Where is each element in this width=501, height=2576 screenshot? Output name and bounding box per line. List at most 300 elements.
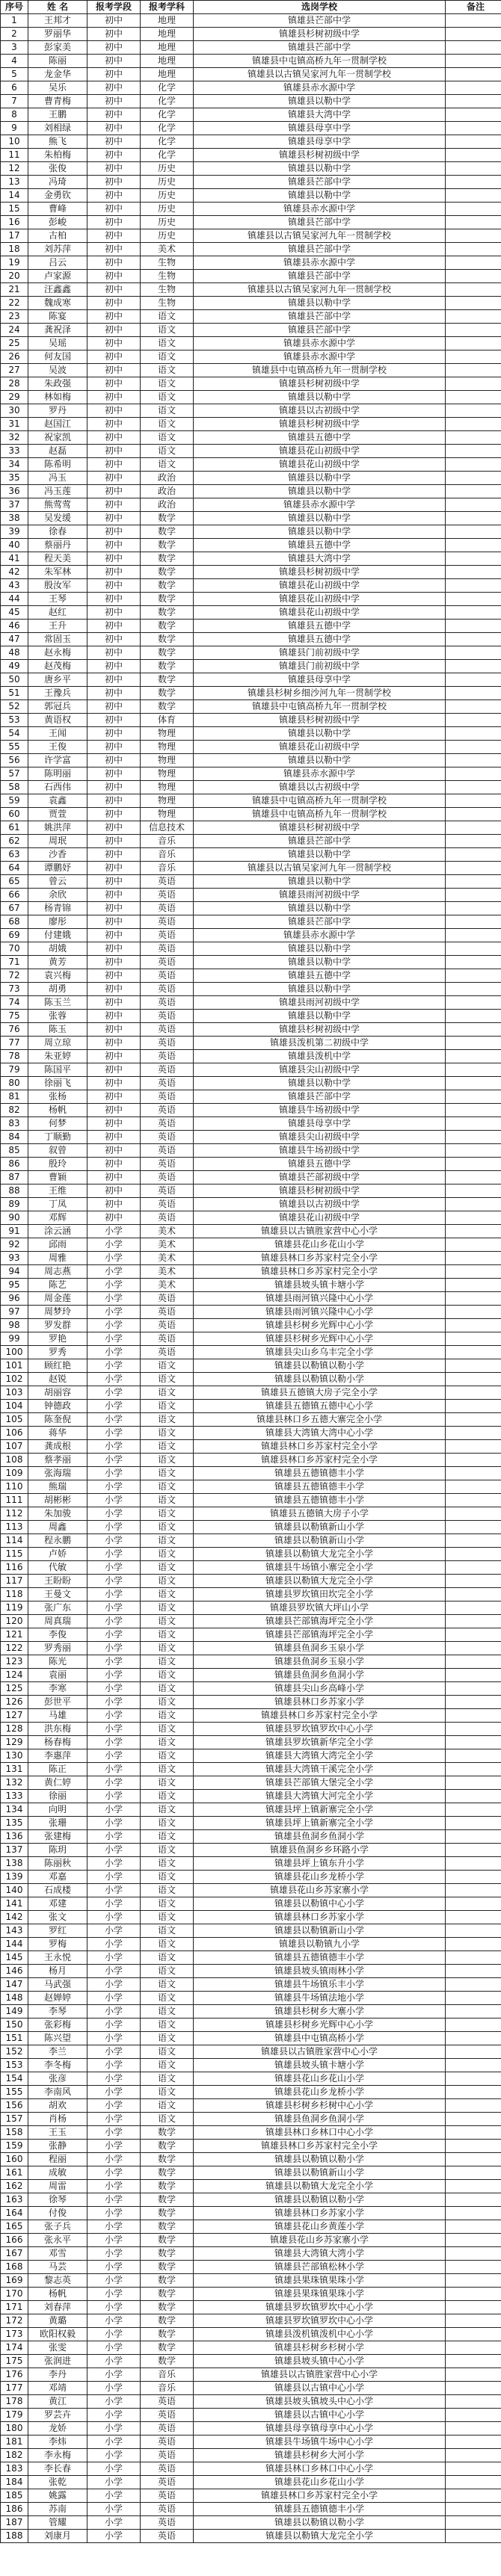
cell-subject: 数学 <box>141 2341 194 2355</box>
cell-note <box>446 2368 501 2382</box>
cell-school: 镇雄县果珠镇果珠小学 <box>194 2274 446 2288</box>
cell-subject: 政治 <box>141 485 194 498</box>
table-row <box>1 2126 501 2140</box>
cell-stage: 初中 <box>87 229 141 243</box>
cell-no: 164 <box>1 2207 28 2220</box>
cell-school: 镇雄县雨河初级中学 <box>194 996 446 1010</box>
table-row <box>1 1655 501 1669</box>
cell-subject: 音乐 <box>141 2382 194 2395</box>
cell-note <box>446 364 501 377</box>
cell-stage: 初中 <box>87 593 141 606</box>
cell-subject: 音乐 <box>141 835 194 848</box>
cell-stage: 小学 <box>87 1279 141 1292</box>
cell-note <box>446 660 501 673</box>
cell-subject: 语文 <box>141 1723 194 1736</box>
cell-school: 镇雄县芒部中学 <box>194 176 446 189</box>
cell-school: 镇雄县五德中学 <box>194 1158 446 1171</box>
cell-note <box>446 1090 501 1104</box>
cell-subject: 语文 <box>141 1480 194 1494</box>
cell-name: 罗梅 <box>28 1938 87 1951</box>
cell-name: 朱政强 <box>28 377 87 391</box>
cell-note <box>446 2059 501 2072</box>
cell-subject: 语文 <box>141 1803 194 1817</box>
cell-subject: 英语 <box>141 1010 194 1023</box>
cell-school: 镇雄县罗坎镇新华完全小学 <box>194 1736 446 1749</box>
cell-school: 镇雄县坪上镇新寨完全小学 <box>194 1803 446 1817</box>
cell-name: 彭峻 <box>28 216 87 229</box>
cell-name: 龚成根 <box>28 1440 87 1454</box>
table-row <box>1 485 501 498</box>
cell-note <box>446 243 501 256</box>
cell-no: 159 <box>1 2140 28 2153</box>
cell-school: 镇雄县赤水源中学 <box>194 81 446 95</box>
cell-stage: 小学 <box>87 1736 141 1749</box>
cell-subject: 语文 <box>141 1709 194 1723</box>
cell-no: 129 <box>1 1736 28 1749</box>
cell-school: 镇雄县坪上镇新寨完全小学 <box>194 1817 446 1830</box>
cell-school: 镇雄县牛场镇法地小学 <box>194 1992 446 2005</box>
cell-stage: 小学 <box>87 1884 141 1897</box>
table-row <box>1 848 501 862</box>
cell-school: 镇雄县以古初级中学 <box>194 404 446 418</box>
cell-note <box>446 741 501 754</box>
cell-school: 镇雄县芒部中学 <box>194 14 446 28</box>
cell-school: 镇雄县大湾中学 <box>194 552 446 566</box>
cell-name: 代敏 <box>28 1561 87 1575</box>
table-row <box>1 1534 501 1548</box>
cell-school: 镇雄县以勒中学 <box>194 754 446 767</box>
cell-name: 胡彬彬 <box>28 1494 87 1507</box>
cell-stage: 初中 <box>87 283 141 297</box>
cell-name: 陈国平 <box>28 1063 87 1077</box>
cell-name: 廖彤 <box>28 915 87 929</box>
cell-no: 28 <box>1 377 28 391</box>
cell-stage: 初中 <box>87 472 141 485</box>
cell-note <box>446 1507 501 1521</box>
cell-stage: 初中 <box>87 606 141 620</box>
cell-stage: 小学 <box>87 1965 141 1978</box>
cell-subject: 数学 <box>141 646 194 660</box>
cell-school: 镇雄县杉树初级中学 <box>194 1184 446 1198</box>
cell-school: 镇雄县以勒中学 <box>194 1010 446 1023</box>
header-row <box>1 1 501 14</box>
cell-no: 174 <box>1 2341 28 2355</box>
cell-no: 89 <box>1 1198 28 1211</box>
cell-note <box>446 404 501 418</box>
cell-note <box>446 2382 501 2395</box>
cell-name: 曾云 <box>28 875 87 889</box>
cell-subject: 英语 <box>141 1184 194 1198</box>
cell-school: 镇雄县芒部中学 <box>194 310 446 324</box>
cell-school: 镇雄县鱼洞乡鱼洞小学 <box>194 2113 446 2126</box>
table-row <box>1 1723 501 1736</box>
cell-subject: 语文 <box>141 1413 194 1427</box>
cell-no: 170 <box>1 2288 28 2301</box>
cell-stage: 初中 <box>87 633 141 646</box>
cell-name: 陈玉 <box>28 1023 87 1037</box>
cell-school: 镇雄县以勒镇九小学 <box>194 1938 446 1951</box>
cell-stage: 小学 <box>87 2234 141 2247</box>
cell-no: 92 <box>1 1238 28 1252</box>
cell-no: 105 <box>1 1413 28 1427</box>
table-row <box>1 969 501 983</box>
cell-stage: 小学 <box>87 1588 141 1601</box>
cell-school: 镇雄县以勒镇以勒小学 <box>194 2153 446 2166</box>
cell-note <box>446 956 501 969</box>
cell-subject: 历史 <box>141 189 194 203</box>
cell-note <box>446 1144 501 1158</box>
cell-subject: 语文 <box>141 2045 194 2059</box>
cell-stage: 初中 <box>87 1090 141 1104</box>
cell-school: 镇雄县花山初级中学 <box>194 593 446 606</box>
cell-stage: 初中 <box>87 256 141 270</box>
table-row <box>1 794 501 808</box>
cell-name: 罗秀 <box>28 1346 87 1359</box>
cell-stage: 小学 <box>87 1696 141 1709</box>
cell-name: 李俊 <box>28 1628 87 1642</box>
cell-school: 镇雄县林口乡苏家村完全小学 <box>194 1709 446 1723</box>
cell-note <box>446 2193 501 2207</box>
cell-note <box>446 28 501 41</box>
cell-no: 81 <box>1 1090 28 1104</box>
cell-note <box>446 256 501 270</box>
cell-stage: 小学 <box>87 1803 141 1817</box>
cell-stage: 小学 <box>87 2180 141 2193</box>
cell-stage: 初中 <box>87 620 141 633</box>
cell-name: 祝家凯 <box>28 431 87 445</box>
cell-stage: 初中 <box>87 942 141 956</box>
cell-stage: 初中 <box>87 875 141 889</box>
cell-no: 135 <box>1 1817 28 1830</box>
cell-school: 镇雄县中屯镇高桥九年一贯制学校 <box>194 794 446 808</box>
cell-stage: 小学 <box>87 1332 141 1346</box>
cell-school: 镇雄县杉树初级中学 <box>194 1023 446 1037</box>
cell-no: 75 <box>1 1010 28 1023</box>
table-row <box>1 350 501 364</box>
table-row <box>1 189 501 203</box>
cell-note <box>446 203 501 216</box>
cell-name: 余欣 <box>28 889 87 902</box>
cell-note <box>446 1184 501 1198</box>
cell-subject: 政治 <box>141 498 194 512</box>
table-row <box>1 2166 501 2180</box>
cell-subject: 语文 <box>141 2072 194 2086</box>
cell-note <box>446 377 501 391</box>
cell-no: 55 <box>1 741 28 754</box>
table-row <box>1 1184 501 1198</box>
cell-stage: 小学 <box>87 1830 141 1844</box>
cell-subject: 英语 <box>141 1144 194 1158</box>
cell-note <box>446 310 501 324</box>
cell-school: 镇雄县芒部中学 <box>194 243 446 256</box>
cell-name: 马武强 <box>28 1978 87 1992</box>
cell-no: 22 <box>1 297 28 310</box>
table-row <box>1 1198 501 1211</box>
table-row <box>1 2234 501 2247</box>
cell-no: 103 <box>1 1386 28 1400</box>
cell-no: 29 <box>1 391 28 404</box>
cell-no: 71 <box>1 956 28 969</box>
cell-note <box>446 2019 501 2032</box>
cell-stage: 小学 <box>87 2045 141 2059</box>
cell-stage: 小学 <box>87 1938 141 1951</box>
cell-stage: 初中 <box>87 216 141 229</box>
cell-note <box>446 2126 501 2140</box>
cell-school: 镇雄县杉树乡大河小学 <box>194 2449 446 2462</box>
cell-name: 唐乡平 <box>28 673 87 687</box>
cell-subject: 语文 <box>141 2005 194 2019</box>
table-row <box>1 593 501 606</box>
cell-note <box>446 1104 501 1117</box>
cell-stage: 初中 <box>87 1037 141 1050</box>
cell-stage: 初中 <box>87 310 141 324</box>
cell-note <box>446 1696 501 1709</box>
cell-school: 镇雄县尖山乡高峰小学 <box>194 1682 446 1696</box>
cell-subject: 数学 <box>141 2207 194 2220</box>
cell-no: 66 <box>1 889 28 902</box>
cell-school: 镇雄县赤水源中学 <box>194 498 446 512</box>
table-row <box>1 1521 501 1534</box>
cell-stage: 初中 <box>87 673 141 687</box>
cell-note <box>446 2180 501 2193</box>
cell-name: 汪鑫鑫 <box>28 283 87 297</box>
cell-name: 黄江 <box>28 2395 87 2409</box>
cell-subject: 地理 <box>141 68 194 81</box>
cell-school: 镇雄县母享中学 <box>194 135 446 149</box>
cell-name: 蔡孝丽 <box>28 1454 87 1467</box>
cell-subject: 语文 <box>141 2113 194 2126</box>
cell-school: 镇雄县五德中学 <box>194 431 446 445</box>
table-row <box>1 28 501 41</box>
cell-stage: 小学 <box>87 1225 141 1238</box>
cell-name: 李寒 <box>28 1682 87 1696</box>
cell-subject: 语文 <box>141 1494 194 1507</box>
cell-no: 133 <box>1 1790 28 1803</box>
cell-school: 镇雄县以古镇吴家河九年一贯制学校 <box>194 68 446 81</box>
cell-name: 王鹏 <box>28 108 87 122</box>
cell-stage: 小学 <box>87 2314 141 2328</box>
cell-note <box>446 2530 501 2543</box>
cell-note <box>446 270 501 283</box>
cell-school: 镇雄县以勒镇大龙完全小学 <box>194 1548 446 1561</box>
table-row <box>1 1965 501 1978</box>
cell-note <box>446 2234 501 2247</box>
cell-name: 罗发群 <box>28 1319 87 1332</box>
cell-school: 镇雄县花山乡花山小学 <box>194 2476 446 2489</box>
cell-name: 胡欢 <box>28 2099 87 2113</box>
cell-school: 镇雄县中屯镇高桥九年一贯制学校 <box>194 808 446 821</box>
cell-subject: 语文 <box>141 1534 194 1548</box>
cell-name: 王俊 <box>28 741 87 754</box>
cell-stage: 小学 <box>87 2126 141 2140</box>
cell-subject: 英语 <box>141 2422 194 2436</box>
cell-stage: 小学 <box>87 2247 141 2261</box>
table-row <box>1 1830 501 1844</box>
cell-name: 王永悦 <box>28 1951 87 1965</box>
cell-no: 151 <box>1 2032 28 2045</box>
cell-note <box>446 1158 501 1171</box>
cell-note <box>446 2005 501 2019</box>
cell-school: 镇雄县芒部中学 <box>194 324 446 337</box>
cell-note <box>446 969 501 983</box>
cell-stage: 初中 <box>87 445 141 458</box>
cell-name: 李琴 <box>28 2005 87 2019</box>
table-row <box>1 149 501 162</box>
cell-name: 张彩梅 <box>28 2019 87 2032</box>
cell-stage: 小学 <box>87 1238 141 1252</box>
cell-school: 镇雄县以勒镇新山小学 <box>194 1534 446 1548</box>
cell-note <box>446 1252 501 1265</box>
cell-no: 177 <box>1 2382 28 2395</box>
cell-no: 60 <box>1 808 28 821</box>
cell-subject: 历史 <box>141 162 194 176</box>
cell-name: 张杨 <box>28 1090 87 1104</box>
cell-note <box>446 1884 501 1897</box>
cell-subject: 化学 <box>141 108 194 122</box>
cell-stage: 小学 <box>87 1642 141 1655</box>
table-row <box>1 996 501 1010</box>
cell-note <box>446 472 501 485</box>
cell-school: 镇雄县花山乡龙桥小学 <box>194 2086 446 2099</box>
table-row <box>1 687 501 700</box>
cell-stage: 初中 <box>87 431 141 445</box>
cell-subject: 化学 <box>141 122 194 135</box>
cell-name: 林如梅 <box>28 391 87 404</box>
cell-subject: 英语 <box>141 969 194 983</box>
cell-note <box>446 149 501 162</box>
cell-note <box>446 1279 501 1292</box>
table-row <box>1 1588 501 1601</box>
table-row <box>1 1454 501 1467</box>
cell-name: 刘康月 <box>28 2530 87 2543</box>
cell-stage: 初中 <box>87 149 141 162</box>
cell-subject: 物理 <box>141 754 194 767</box>
cell-stage: 小学 <box>87 2099 141 2113</box>
table-row <box>1 431 501 445</box>
cell-name: 胡娥 <box>28 942 87 956</box>
cell-stage: 小学 <box>87 1911 141 1924</box>
cell-no: 131 <box>1 1763 28 1776</box>
cell-school: 镇雄县杉树乡大寨小学 <box>194 2005 446 2019</box>
cell-note <box>446 1427 501 1440</box>
cell-stage: 初中 <box>87 781 141 794</box>
table-row <box>1 2476 501 2489</box>
cell-name: 黄语权 <box>28 714 87 727</box>
cell-subject: 语文 <box>141 1386 194 1400</box>
cell-school: 镇雄县以勒镇以勒小学 <box>194 2193 446 2207</box>
cell-note <box>446 1332 501 1346</box>
cell-subject: 音乐 <box>141 2368 194 2382</box>
cell-stage: 小学 <box>87 2341 141 2355</box>
cell-stage: 初中 <box>87 929 141 942</box>
table-row <box>1 1440 501 1454</box>
cell-name: 袁兴梅 <box>28 969 87 983</box>
cell-subject: 地理 <box>141 28 194 41</box>
cell-stage: 小学 <box>87 2140 141 2153</box>
cell-note <box>446 1736 501 1749</box>
cell-subject: 语文 <box>141 1507 194 1521</box>
cell-no: 95 <box>1 1279 28 1292</box>
cell-school: 镇雄县赤水源中学 <box>194 929 446 942</box>
table-row <box>1 1467 501 1480</box>
cell-school: 镇雄县以勒镇大龙完全小学 <box>194 2530 446 2543</box>
cell-subject: 数学 <box>141 606 194 620</box>
cell-no: 63 <box>1 848 28 862</box>
cell-stage: 小学 <box>87 2409 141 2422</box>
table-row <box>1 1306 501 1319</box>
cell-no: 144 <box>1 1938 28 1951</box>
cell-no: 18 <box>1 243 28 256</box>
cell-subject: 语文 <box>141 1373 194 1386</box>
cell-note <box>446 539 501 552</box>
cell-school: 镇雄县尖山初级中学 <box>194 1131 446 1144</box>
cell-no: 100 <box>1 1346 28 1359</box>
cell-no: 161 <box>1 2166 28 2180</box>
cell-note <box>446 1467 501 1480</box>
cell-name: 曹颖 <box>28 1171 87 1184</box>
cell-name: 周鑫 <box>28 1521 87 1534</box>
cell-no: 90 <box>1 1211 28 1225</box>
cell-subject: 数学 <box>141 2180 194 2193</box>
cell-name: 苏南 <box>28 2503 87 2516</box>
cell-note <box>446 835 501 848</box>
cell-stage: 初中 <box>87 862 141 875</box>
cell-subject: 英语 <box>141 1319 194 1332</box>
cell-subject: 语文 <box>141 1655 194 1669</box>
cell-stage: 小学 <box>87 2489 141 2503</box>
cell-note <box>446 391 501 404</box>
cell-subject: 物理 <box>141 727 194 741</box>
cell-name: 罗红 <box>28 1924 87 1938</box>
cell-subject: 英语 <box>141 2489 194 2503</box>
cell-name: 龙金华 <box>28 68 87 81</box>
cell-school: 镇雄县林口乡苏家小学 <box>194 1911 446 1924</box>
cell-school: 镇雄县泼机镇泼机中心小学 <box>194 2328 446 2341</box>
table-row <box>1 2261 501 2274</box>
cell-note <box>446 902 501 915</box>
cell-name: 谭鹏妤 <box>28 862 87 875</box>
cell-no: 114 <box>1 1534 28 1548</box>
cell-no: 186 <box>1 2503 28 2516</box>
cell-note <box>446 1292 501 1306</box>
cell-name: 龚祝泽 <box>28 324 87 337</box>
table-row <box>1 445 501 458</box>
cell-subject: 英语 <box>141 915 194 929</box>
cell-no: 125 <box>1 1682 28 1696</box>
cell-note <box>446 2395 501 2409</box>
cell-note <box>446 1561 501 1575</box>
cell-school: 镇雄县以古镇吴家河九年一贯制学校 <box>194 283 446 297</box>
table-row <box>1 1682 501 1696</box>
cell-name: 周志燕 <box>28 1265 87 1279</box>
cell-name: 彭世平 <box>28 1696 87 1709</box>
cell-stage: 初中 <box>87 566 141 579</box>
cell-subject: 语文 <box>141 1790 194 1803</box>
cell-subject: 语文 <box>141 1938 194 1951</box>
cell-name: 李兰 <box>28 2045 87 2059</box>
cell-subject: 数学 <box>141 593 194 606</box>
cell-school: 镇雄县中屯镇高桥九年一贯制学校 <box>194 700 446 714</box>
cell-stage: 初中 <box>87 1050 141 1063</box>
table-row <box>1 875 501 889</box>
cell-subject: 语文 <box>141 1978 194 1992</box>
cell-no: 93 <box>1 1252 28 1265</box>
cell-stage: 初中 <box>87 1131 141 1144</box>
cell-note <box>446 1709 501 1723</box>
cell-school: 镇雄县尖山乡乌丰完全小学 <box>194 1346 446 1359</box>
cell-name: 张永平 <box>28 2234 87 2247</box>
cell-subject: 语文 <box>141 1924 194 1938</box>
